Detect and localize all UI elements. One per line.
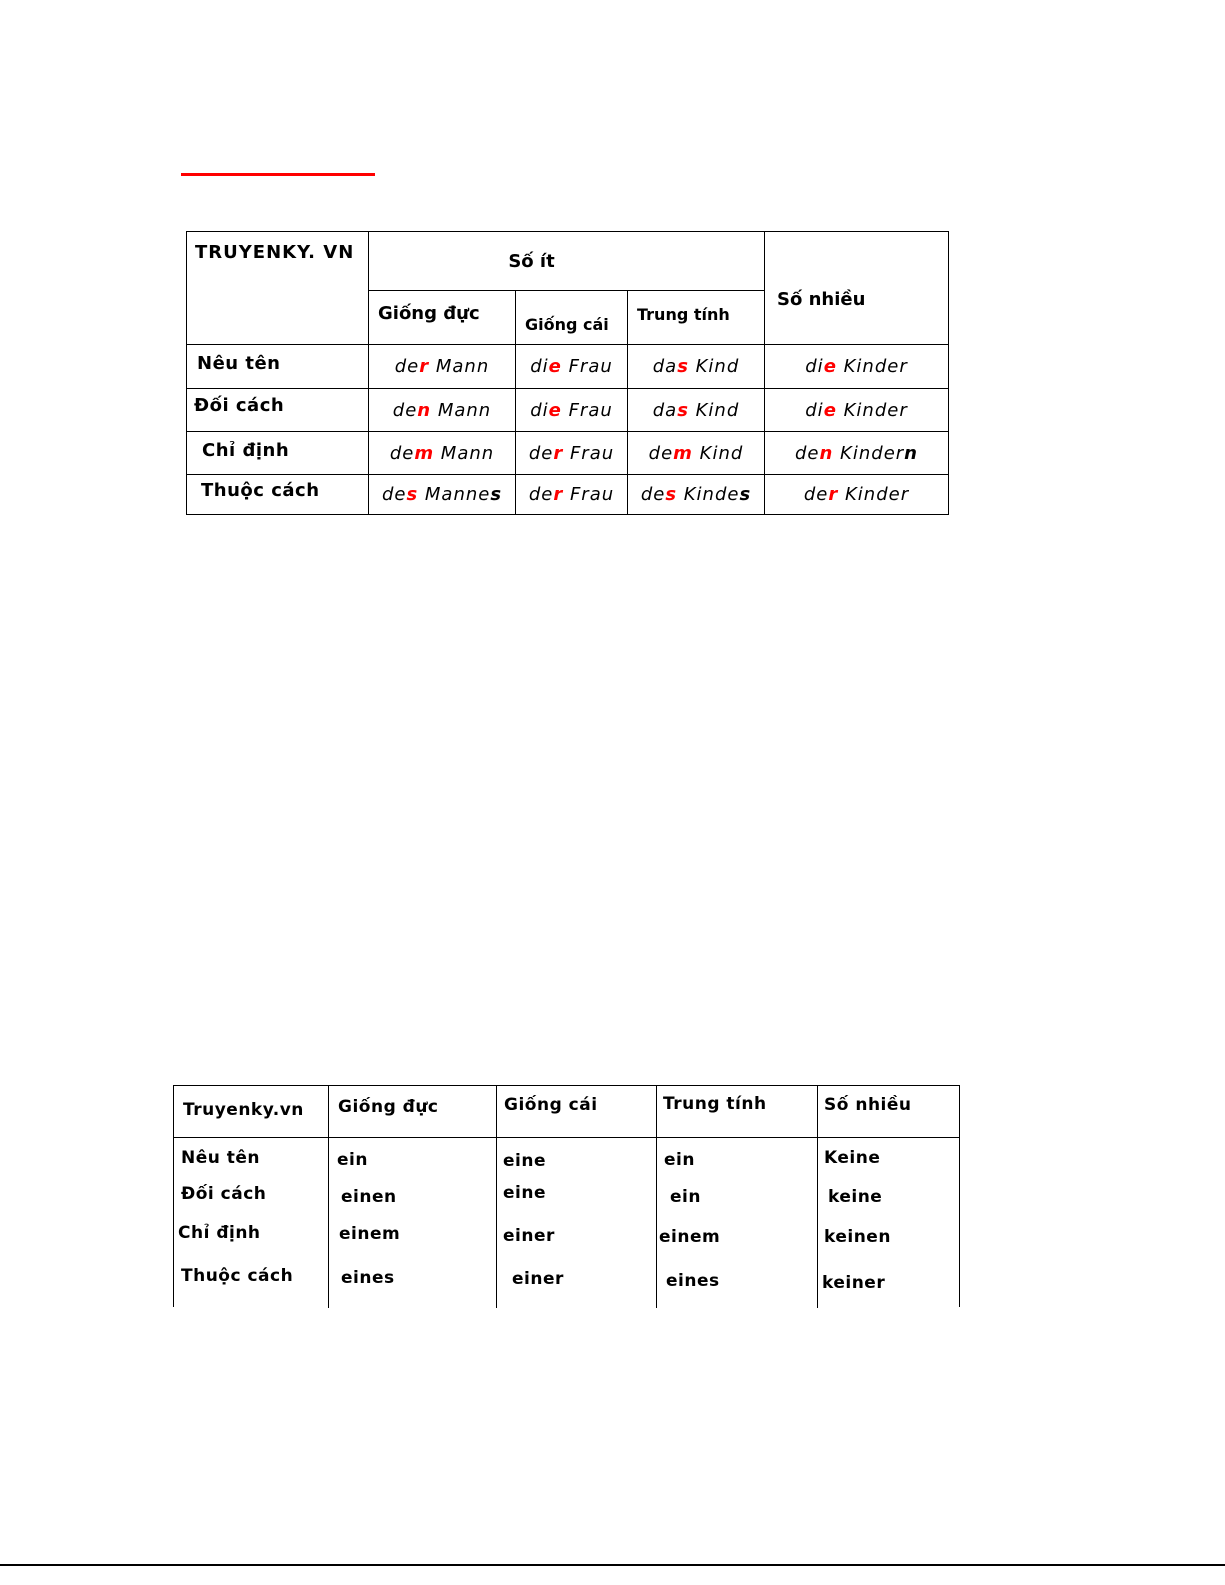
table-cell: die Frau xyxy=(516,345,628,389)
table-cell: das Kind xyxy=(628,345,765,389)
table-cell: den Mann xyxy=(369,389,516,432)
table-cell: ein xyxy=(670,1187,701,1207)
table2-corner: Truyenky.vn xyxy=(183,1100,304,1120)
column-divider xyxy=(328,1086,329,1308)
column-divider xyxy=(817,1086,818,1308)
row-label: Chỉ định xyxy=(187,432,369,475)
table-row xyxy=(187,389,949,432)
table1-corner: TRUYENKY. VN xyxy=(187,232,369,345)
indefinite-article-table xyxy=(173,1085,960,1307)
table-cell: eine xyxy=(503,1151,546,1171)
neuter-header: Trung tính xyxy=(663,1094,767,1114)
table-cell: des Mannes xyxy=(369,475,516,515)
table-cell: eine xyxy=(503,1183,546,1203)
table-cell: keine xyxy=(828,1187,883,1207)
neuter-header: Trung tính xyxy=(628,291,765,345)
feminine-header: Giống cái xyxy=(504,1095,598,1115)
table-cell: einer xyxy=(503,1226,555,1246)
table-cell: die Frau xyxy=(516,389,628,432)
table-cell: keinen xyxy=(824,1227,891,1247)
page-bottom-rule xyxy=(0,1564,1225,1566)
table-cell: des Kindes xyxy=(628,475,765,515)
table-cell: eines xyxy=(341,1268,395,1288)
definite-article-table xyxy=(186,231,949,515)
column-divider xyxy=(496,1086,497,1308)
table-cell: der Kinder xyxy=(765,475,949,515)
singular-header: Số ít xyxy=(369,232,765,291)
masculine-header: Giống đực xyxy=(369,291,516,345)
table-cell: einem xyxy=(339,1224,401,1244)
row-label: Thuộc cách xyxy=(181,1266,294,1286)
header-divider xyxy=(174,1137,959,1138)
masculine-header: Giống đực xyxy=(338,1097,439,1117)
row-label: Thuộc cách xyxy=(187,475,369,515)
table-cell: der Frau xyxy=(516,432,628,475)
table-row xyxy=(187,432,949,475)
row-label: Nêu tên xyxy=(187,345,369,389)
table-cell: dem Kind xyxy=(628,432,765,475)
feminine-header: Giống cái xyxy=(516,291,628,345)
row-label: Chỉ định xyxy=(178,1223,261,1243)
table-cell: das Kind xyxy=(628,389,765,432)
row-label: Nêu tên xyxy=(181,1148,261,1168)
table-cell: ein xyxy=(664,1150,695,1170)
table-cell: Keine xyxy=(824,1148,881,1168)
table-cell: der Mann xyxy=(369,345,516,389)
column-divider xyxy=(656,1086,657,1308)
table-cell: einer xyxy=(512,1269,564,1289)
table-cell: einen xyxy=(341,1187,397,1207)
table-row xyxy=(187,345,949,389)
table-cell: einem xyxy=(659,1227,721,1247)
table-cell: dem Mann xyxy=(369,432,516,475)
table-cell: der Frau xyxy=(516,475,628,515)
table-cell: keiner xyxy=(822,1273,886,1293)
table-cell: die Kinder xyxy=(765,345,949,389)
table-cell: ein xyxy=(337,1150,368,1170)
table-row xyxy=(187,475,949,515)
red-heading-underline xyxy=(181,173,375,176)
table-cell: eines xyxy=(666,1271,720,1291)
row-label: Đối cách xyxy=(187,389,369,432)
plural-header: Số nhiều xyxy=(765,232,949,345)
table-cell: den Kindern xyxy=(765,432,949,475)
plural-header: Số nhiều xyxy=(824,1095,912,1115)
table-cell: die Kinder xyxy=(765,389,949,432)
row-label: Đối cách xyxy=(181,1184,267,1204)
